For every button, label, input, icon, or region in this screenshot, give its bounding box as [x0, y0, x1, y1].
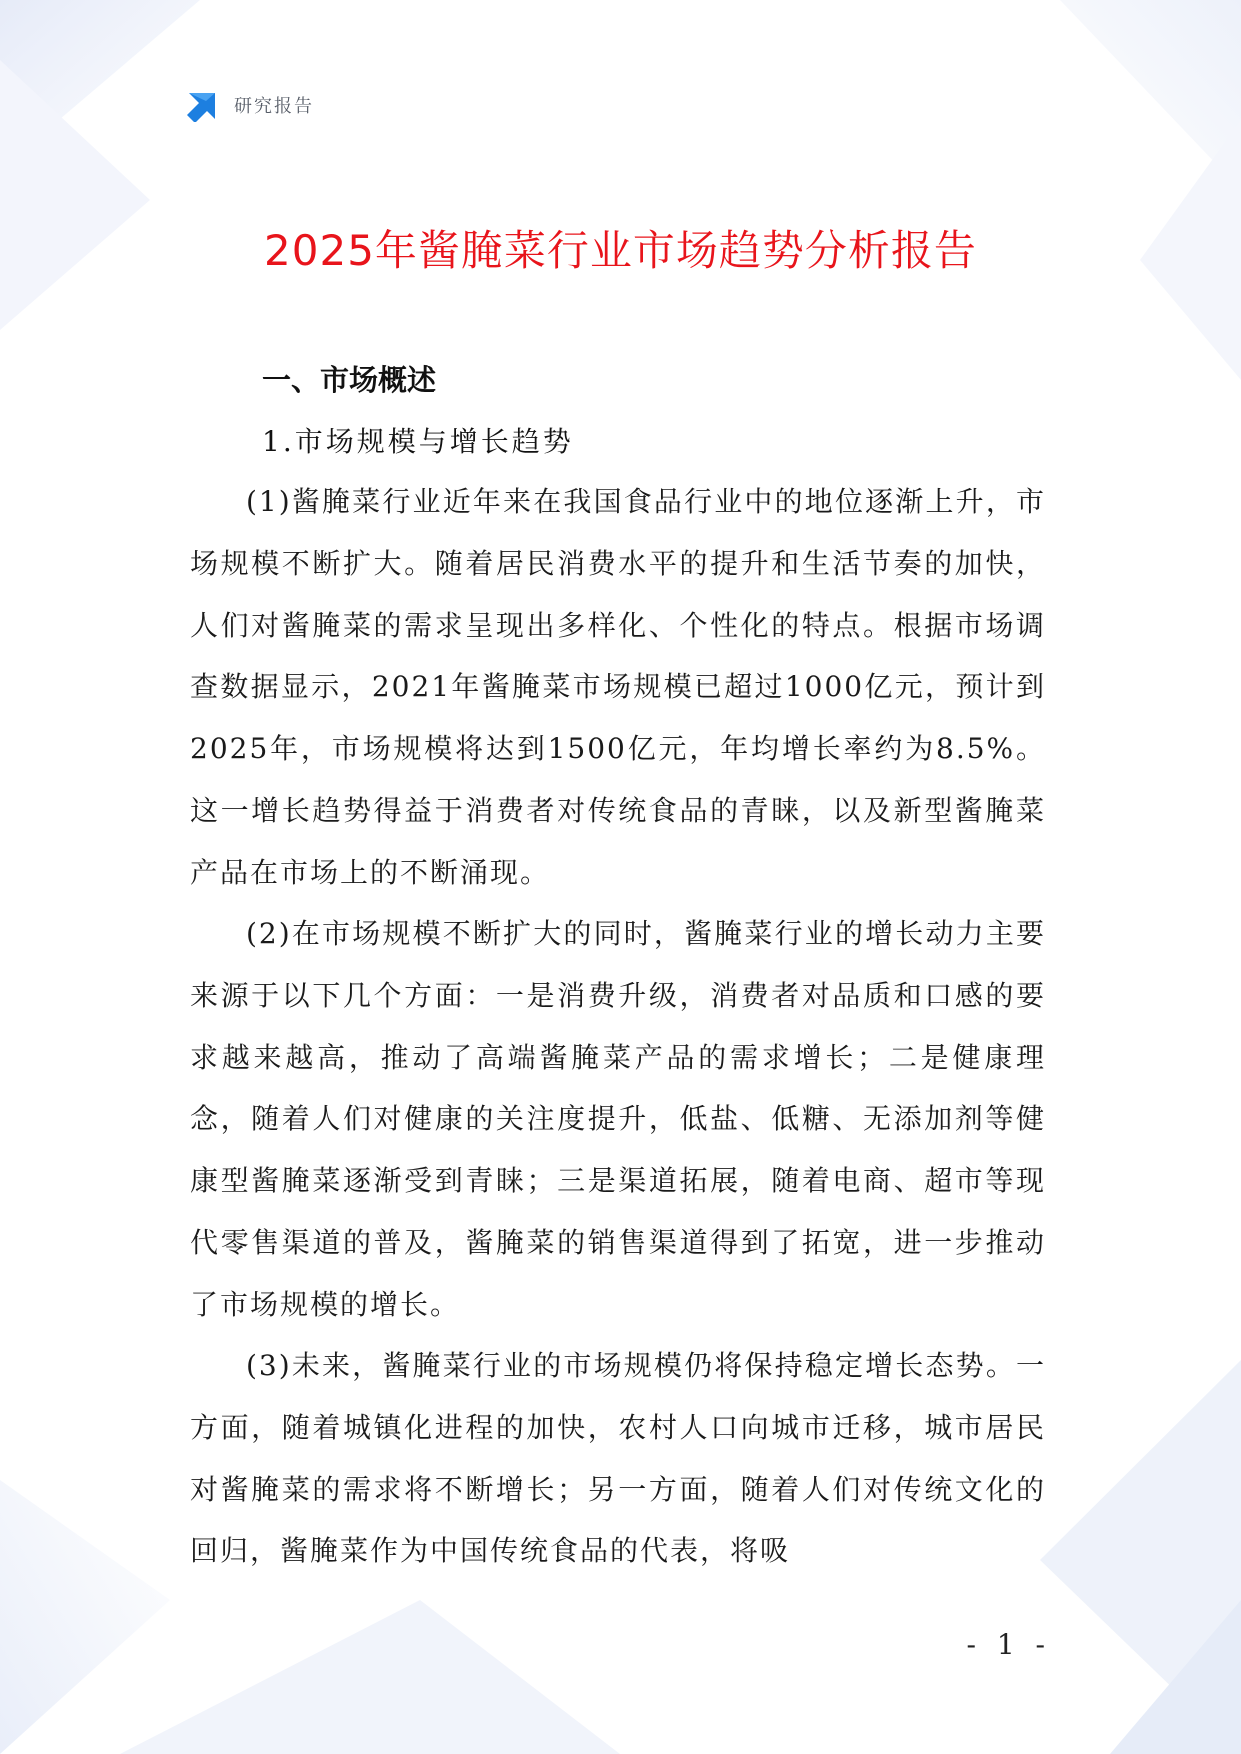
brand-header [186, 88, 314, 122]
arrow-up-right-icon [186, 88, 220, 122]
paragraph: (1)酱腌菜行业近年来在我国食品行业中的地位逐渐上升，市场规模不断扩大。随着居民消费水平的提升和生活节奏的加快，人们对酱腌菜的需求呈现出多样化、个性化的特点。根据市场调查数据显示，2021年酱腌菜市场规模已超过1000亿元，预计到2025年，市场规模将达到1500亿元，年均增长率约为8.5%。这一增长趋势得益于消费者对传统食品的青睐，以及新型酱腌菜产品在市场上的不断涌现。 [190, 485, 1046, 889]
paragraph: (2)在市场规模不断扩大的同时，酱腌菜行业的增长动力主要来源于以下几个方面：一是消费升级，消费者对品质和口感的要求越来越高，推动了高端酱腌菜产品的需求增长；二是健康理念，随着人们对健康的关注度提升，低盐、低糖、无添加剂等健康型酱腌菜逐渐受到青睐；三是渠道拓展，随着电商、超市等现代零售渠道的普及，酱腌菜的销售渠道得到了拓宽，进一步推动了市场规模的增长。 [190, 917, 1046, 1321]
brand-label: 研究报告 [234, 96, 314, 117]
paragraph: (3)未来，酱腌菜行业的市场规模仍将保持稳定增长态势。一方面，随着城镇化进程的加快，农村人口向城市迁移，城市居民对酱腌菜的需求将不断增长；另一方面，随着人们对传统文化的回归，酱腌菜作为中国传统食品的代表，将吸 [190, 1349, 1046, 1568]
document-title: 2025年酱腌菜行业市场趋势分析报告 [264, 226, 977, 275]
page-number: - 1 - [966, 1628, 1051, 1661]
section-heading: 一、市场概述 [262, 363, 437, 397]
subsection-heading: 1.市场规模与增长趋势 [262, 425, 574, 458]
